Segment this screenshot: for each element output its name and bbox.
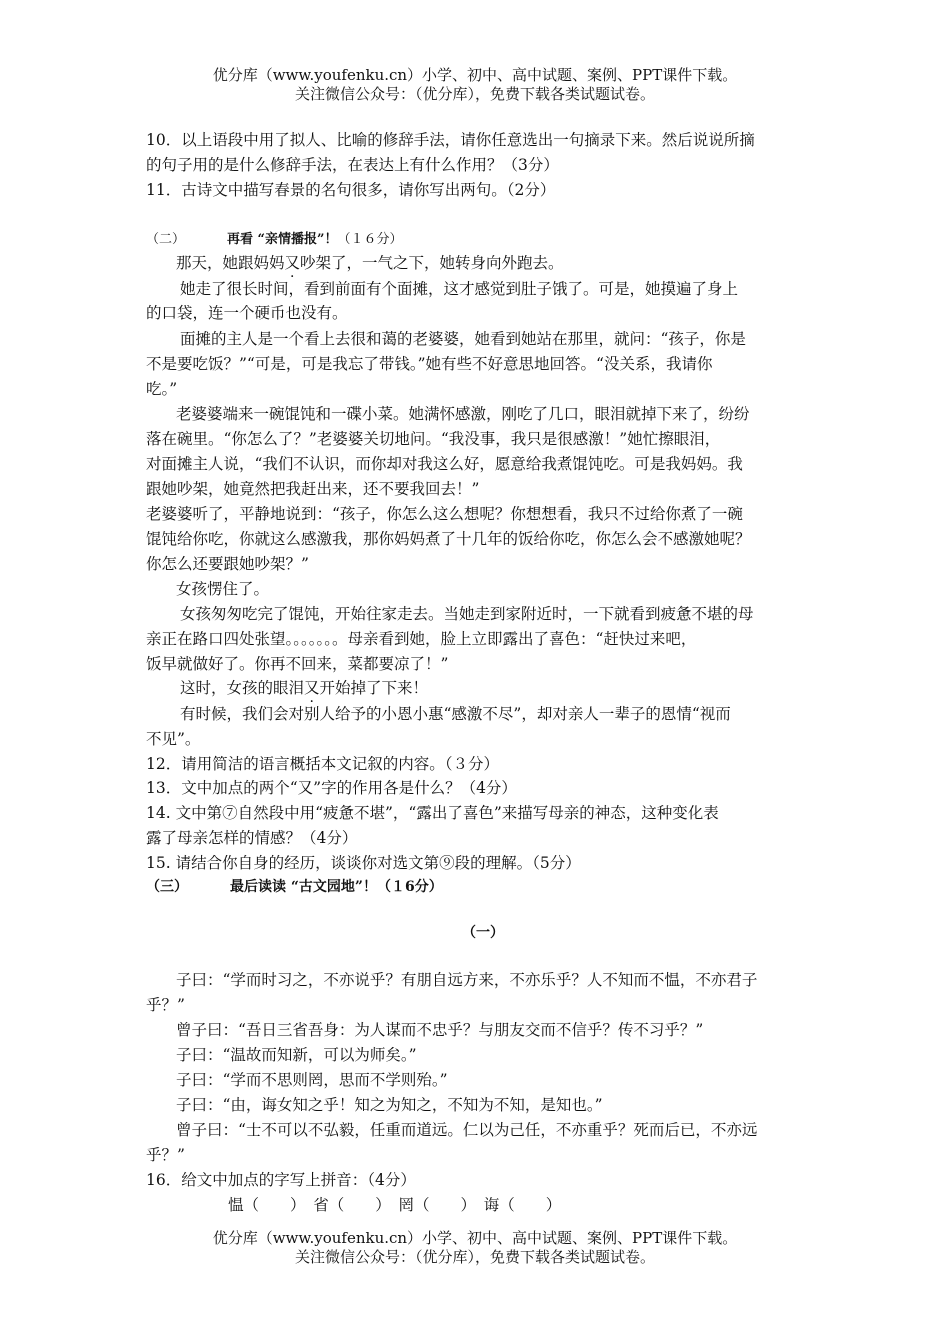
classic-6-line-2: 乎？” bbox=[146, 1146, 185, 1164]
section-2-heading bbox=[146, 228, 403, 247]
classic-1-line-1: 子曰：“学而时习之，不亦说乎？有朋自远方来，不亦乐乎？人不知而不愠，不亦君子 bbox=[176, 971, 758, 989]
header-line-1: 优分库（www.youfenku.cn）小学、初中、高中试题、案例、PPT课件下载。 bbox=[212, 66, 738, 84]
paragraph-4-line-4: 跟她吵架，她竟然把我赶出来，还不要我回去！” bbox=[146, 480, 480, 498]
paragraph-1-text-a: 那天，她跟妈妈 bbox=[176, 254, 285, 272]
paragraph-5-line-1: 老婆婆听了，平静地说到：“孩子，你怎么这么想呢？你想想看，我只不过给你煮了一碗 bbox=[146, 505, 743, 523]
section-2-number: （二） bbox=[146, 232, 186, 247]
question-10-line-1: 10．以上语段中用了拟人、比喻的修辞手法，请你任意选出一句摘录下来。然后说说所摘 bbox=[146, 131, 755, 149]
pinyin-answer-line: 愠（ ） 省（ ） 罔（ ） 诲（ ） bbox=[228, 1196, 562, 1214]
question-10-line-2: 的句子用的是什么修辞手法，在表达上有什么作用？（3分） bbox=[146, 156, 559, 174]
question-13: 13．文中加点的两个“又”字的作用各是什么？（4分） bbox=[146, 779, 517, 797]
paragraph-6: 女孩愣住了。 bbox=[176, 580, 270, 598]
paragraph-2-line-1: 她走了很长时间，看到前面有个面摊，这才感觉到肚子饿了。可是，她摸遍了身上 bbox=[180, 280, 739, 298]
footer-line-2: 关注微信公众号：（优分库），免费下载各类试题试卷。 bbox=[294, 1248, 655, 1266]
paragraph-7-line-1: 女孩匆匆吃完了馄饨，开始往家走去。当她走到家附近时，一下就看到疲惫不堪的母 bbox=[180, 605, 754, 623]
document-body bbox=[146, 0, 820, 1344]
paragraph-4-line-2: 落在碗里。“你怎么了？”老婆婆关切地问。“我没事，我只是很感激！”她忙擦眼泪， bbox=[146, 430, 721, 448]
classic-5: 子曰：“由，诲女知之乎！知之为知之，不知为不知，是知也。” bbox=[176, 1096, 603, 1114]
question-14-line-1: 14. 文中第⑦自然段中用“疲惫不堪”，“露出了喜色”来描写母亲的神态，这种变化表 bbox=[146, 804, 719, 822]
section-3-number: （三） bbox=[146, 879, 188, 895]
classic-2: 曾子曰：“吾日三省吾身：为人谋而不忠乎？与朋友交而不信乎？传不习乎？” bbox=[176, 1021, 704, 1039]
question-14-line-2: 露了母亲怎样的情感？（4分） bbox=[146, 829, 358, 847]
footer-line-1: 优分库（www.youfenku.cn）小学、初中、高中试题、案例、PPT课件下载。 bbox=[212, 1229, 738, 1247]
paragraph-5-line-2: 馄饨给你吃，你就这么感激我，那你妈妈煮了十几年的饭给你吃，你怎么会不感激她呢？ bbox=[146, 530, 751, 548]
question-15: 15. 请结合你自身的经历，谈谈你对选文第⑨段的理解。（5分） bbox=[146, 854, 581, 872]
paragraph-7-line-2: 亲正在路口四处张望。。。。。。。母亲看到她，脸上立即露出了喜色：“赶快过来吧， bbox=[146, 630, 697, 648]
classic-1-line-2: 乎？” bbox=[146, 996, 185, 1014]
paragraph-1-text-b: 吵架了，一气之下，她转身向外跑去。 bbox=[300, 254, 564, 272]
paragraph-7-line-3: 饭早就做好了。你再不回来，菜都要凉了！” bbox=[146, 655, 449, 673]
header-line-2: 关注微信公众号：（优分库），免费下载各类试题试卷。 bbox=[294, 85, 655, 103]
paragraph-3-line-2: 不是要吃饭？”“可是，可是我忘了带钱。”她有些不好意思地回答。“没关系，我请你 bbox=[146, 355, 713, 373]
question-16: 16．给文中加点的字写上拼音：（4分） bbox=[146, 1171, 416, 1189]
paragraph-8-text-a: 这时，女孩的眼泪 bbox=[180, 679, 305, 697]
section-2-score: （１６分） bbox=[337, 232, 403, 247]
question-12: 12．请用简洁的语言概括本文记叙的内容。（３分） bbox=[146, 755, 499, 773]
classic-4: 子曰：“学而不思则罔，思而不学则殆。” bbox=[176, 1071, 448, 1089]
paragraph-8-text-b: 开始掉了下来！ bbox=[319, 679, 429, 697]
paragraph-2-line-2: 的口袋，连一个硬币也没有。 bbox=[146, 304, 348, 322]
paragraph-4-line-3: 对面摊主人说，“我们不认识，而你却对我这么好，愿意给我煮馄饨吃。可是我妈妈。我 bbox=[146, 455, 743, 473]
paragraph-9-line-2: 不见”。 bbox=[146, 730, 201, 748]
section-3-title: 最后读读 “古文园地”！（１6分） bbox=[230, 879, 443, 895]
question-11: 11．古诗文中描写春景的名句很多，请你写出两句。（2分） bbox=[146, 181, 556, 199]
section-3-heading bbox=[146, 876, 443, 896]
classic-3: 子曰：“温故而知新，可以为师矣。” bbox=[176, 1046, 417, 1064]
paragraph-5-line-3: 你怎么还要跟她吵架？” bbox=[146, 555, 309, 573]
emphasis-dot-char-1: 又 bbox=[284, 254, 301, 272]
section-2-title: 再看 “亲情播报”！ bbox=[227, 232, 338, 247]
page-footer bbox=[0, 1229, 950, 1267]
paragraph-4-line-1: 老婆婆端来一碗馄饨和一碟小菜。她满怀感激，刚吃了几口，眼泪就掉下来了，纷纷 bbox=[176, 405, 750, 423]
paragraph-9-line-1: 有时候，我们会对别人给予的小恩小惠“感激不尽”，却对亲人一辈子的恩情“视而 bbox=[180, 705, 731, 723]
subsection-heading: （一） bbox=[462, 925, 504, 941]
paragraph-3-line-1: 面摊的主人是一个看上去很和蔼的老婆婆，她看到她站在那里，就问：“孩子，你是 bbox=[180, 330, 746, 348]
paragraph-8 bbox=[180, 676, 428, 698]
paragraph-3-line-3: 吃。” bbox=[146, 380, 178, 398]
paragraph-1 bbox=[176, 251, 564, 273]
classic-6-line-1: 曾子曰：“士不可以不弘毅，任重而道远。仁以为己任，不亦重乎？死而后已，不亦远 bbox=[176, 1121, 758, 1139]
emphasis-dot-char-2: 又 bbox=[304, 679, 320, 697]
